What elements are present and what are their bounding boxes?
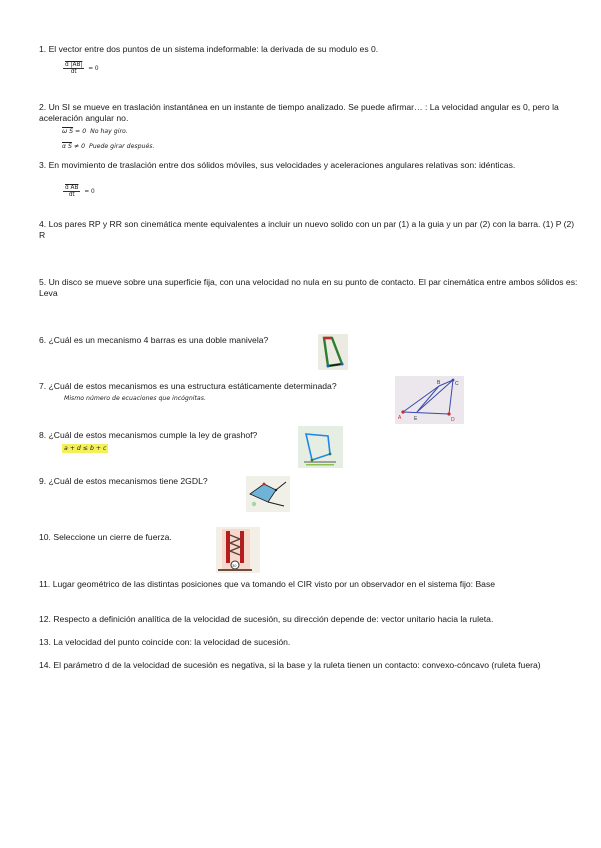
equals: = 0 [75,128,87,135]
point-label: A [398,415,402,421]
not-equals: ≠ 0 [73,143,86,150]
q1-formula [63,62,99,75]
question-13 [39,637,579,648]
highlighted-formula: a + d ≤ b + c [64,445,107,452]
question-7 [39,381,579,392]
q2-note-2 [62,143,154,150]
question-number: 2. [39,102,47,112]
question-number: 6. [39,335,47,345]
fraction [63,62,84,75]
question-text: ¿Cuál de estos mecanismos es una estructura estáticamente determinada? [48,381,337,391]
alpha-vector: α S [62,143,72,150]
question-5 [39,277,579,299]
q7-handwritten-note: Mismo número de ecuaciones que incógnitas. [64,395,206,402]
question-text: Un SI se mueve en traslación instantánea en un instante de tiempo analizado. Se puede afirmar… : La velocidad angular es 0, pero la aceleración angular no. [39,102,559,123]
handwritten-note: Puede girar después. [88,143,155,150]
fraction-numerator: d AB [65,185,79,191]
q3-formula [63,185,95,198]
omega-vector: ω S [62,128,74,135]
question-number: 4. [39,219,47,229]
question-4 [39,219,579,241]
question-number: 1. [39,44,47,54]
question-text: ¿Cuál de estos mecanismos cumple la ley de grashof? [48,430,258,440]
question-text: El vector entre dos puntos de un sistema indeformable: la derivada de su modulo es 0. [48,44,379,54]
q8-mechanism-image [298,426,343,468]
fraction-denominator: dt [68,192,75,198]
question-9 [39,476,579,487]
question-text: ¿Cuál de estos mecanismos tiene 2GDL? [48,476,208,486]
question-2 [39,102,579,124]
question-number: 14. [39,660,51,670]
question-number: 7. [39,381,47,391]
point-label: E [414,416,418,422]
question-number: 9. [39,476,47,486]
question-text: Un disco se mueve sobre una superficie fija, con una velocidad no nula en su punto de contacto. El par cinemática entre ambos sólidos es: Leva [39,277,578,298]
question-text: Los pares RP y RR son cinemática mente equivalentes a incluir un nuevo solido con un par (1) a la guia y un par (2) con la barra. (1) P (2) R [39,219,575,240]
question-text: Seleccione un cierre de fuerza. [53,532,172,542]
handwritten-note: No hay giro. [90,128,128,135]
question-text: El parámetro d de la velocidad de sucesión es negativa, si la base y la ruleta tienen un contacto: convexo-cóncavo (ruleta fuera) [53,660,541,670]
fraction-numerator: d |AB| [65,62,83,68]
q2-note-1 [62,128,128,135]
question-number: 8. [39,430,47,440]
question-text: En movimiento de traslación entre dos sólidos móviles, sus velocidades y aceleraciones angulares relativas son: idénticas. [48,160,516,170]
question-14 [39,660,579,671]
question-number: 3. [39,160,47,170]
question-3 [39,160,579,171]
point-label: C [455,381,459,387]
point-label: B [437,380,441,386]
fraction [63,185,80,198]
question-text: Respecto a definición analítica de la velocidad de sucesión, su dirección depende de: vector unitario hacia la ruleta. [53,614,494,624]
question-12 [39,614,579,625]
question-10 [39,532,579,543]
q6-mechanism-image [318,334,348,370]
question-text: ¿Cuál es un mecanismo 4 barras es una doble manivela? [48,335,269,345]
question-1 [39,44,579,55]
q10-mechanism-image [216,527,260,573]
question-6 [39,335,579,346]
question-number: 5. [39,277,47,287]
equals-zero: = 0 [84,188,95,195]
question-number: 10. [39,532,51,542]
equals-zero: = 0 [88,65,99,72]
question-text: Lugar geométrico de las distintas posiciones que va tomando el CIR visto por un observador en el sistema fijo: Base [52,579,496,589]
question-text: La velocidad del punto coincide con: la velocidad de sucesión. [53,637,291,647]
point-label: D [451,417,455,423]
q8-handwritten-note [62,445,108,452]
q7-mechanism-image [395,376,464,424]
question-11 [39,579,579,590]
question-number: 13. [39,637,51,647]
fraction-denominator: dt [70,69,77,75]
question-number: 11. [39,579,51,589]
q9-mechanism-image [246,476,290,512]
question-number: 12. [39,614,51,624]
figure-label: 30 [232,563,237,568]
